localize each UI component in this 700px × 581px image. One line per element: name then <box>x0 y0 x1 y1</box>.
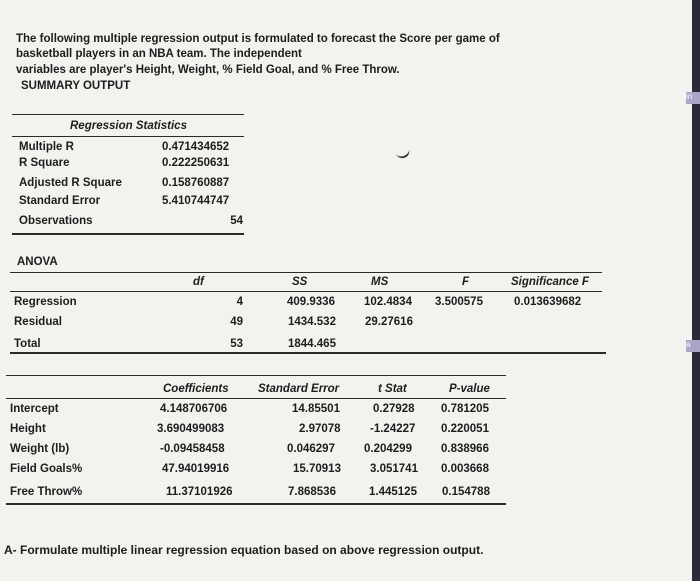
question-text: A- Formulate multiple linear regression equation based on above regression output. <box>4 543 484 557</box>
coef-row-label: Height <box>10 423 46 435</box>
anova-cell: 102.4834 <box>364 296 412 308</box>
anova-row-label: Residual <box>14 316 62 328</box>
regstats-value: 0.158760887 <box>162 177 230 189</box>
coef-bottom-rule <box>6 503 506 505</box>
anova-cell: 4 <box>236 296 243 308</box>
anova-header-f: F <box>462 276 470 288</box>
coef-cell: 0.204299 <box>364 443 412 455</box>
regstats-bottom-rule <box>12 233 244 235</box>
coef-cell: 3.051741 <box>370 463 418 475</box>
coef-header: t Stat <box>378 383 407 395</box>
coef-cell: 0.838966 <box>441 443 489 455</box>
coef-row-label: Weight (lb) <box>10 443 70 455</box>
intro-line-3: variables are player's Height, Weight, % Field Goal, and % Free Throw. <box>16 64 400 76</box>
regstats-value: 0.471434652 <box>162 141 230 153</box>
coef-cell: 0.781205 <box>441 403 489 415</box>
coef-cell: -0.09458458 <box>160 443 225 455</box>
anova-cell: 3.500575 <box>435 296 483 308</box>
intro-line-2: basketball players in an NBA team. The independent <box>16 48 302 60</box>
coef-cell: 15.70913 <box>293 463 341 475</box>
summary-output-title: SUMMARY OUTPUT <box>21 80 131 92</box>
regstats-value: 54 <box>230 215 243 227</box>
coef-row-label: Field Goals% <box>10 463 83 475</box>
coef-top-rule <box>6 375 506 376</box>
coef-cell: 4.148706706 <box>160 403 228 415</box>
regstats-label: Multiple R <box>19 141 74 153</box>
coef-cell: 0.220051 <box>441 423 489 435</box>
anova-header-rule <box>10 291 602 292</box>
anova-row-label: Total <box>14 338 41 350</box>
regstats-top-rule <box>12 114 244 115</box>
coef-cell: 7.868536 <box>288 486 336 498</box>
coef-header: Coefficients <box>163 383 229 395</box>
coef-cell: 14.85501 <box>292 403 340 415</box>
coef-cell: 47.94019916 <box>162 463 230 475</box>
coef-cell: 0.003668 <box>441 463 489 475</box>
coef-cell: 1.445125 <box>369 486 417 498</box>
anova-header-ms: MS <box>371 276 389 288</box>
intro-line-1: The following multiple regression output is formulated to forecast the Score per game of <box>16 33 500 45</box>
regstats-header-rule <box>12 136 244 137</box>
coef-cell: 11.37101926 <box>166 486 233 498</box>
coef-cell: 3.690499083 <box>157 423 225 435</box>
regstats-value: 5.410744747 <box>162 195 230 207</box>
coef-cell: 0.27928 <box>373 403 415 415</box>
anova-cell: 29.27616 <box>365 316 413 328</box>
coef-header: P-value <box>449 383 490 395</box>
coef-cell: 0.046297 <box>287 443 335 455</box>
right-edge-strip <box>692 0 700 581</box>
regstats-label: Standard Error <box>19 195 101 207</box>
coef-cell: -1.24227 <box>370 423 416 435</box>
anova-row-label: Regression <box>14 296 77 308</box>
anova-cell: 1844.465 <box>288 338 336 350</box>
anova-cell: 49 <box>230 316 243 328</box>
coef-cell: 0.154788 <box>442 486 490 498</box>
anova-cell: 0.013639682 <box>514 296 582 308</box>
coef-header: Standard Error <box>258 383 340 395</box>
coef-row-label: Intercept <box>10 403 59 415</box>
anova-header-ss: SS <box>292 276 308 288</box>
edge-mark-top: in <box>686 92 700 104</box>
anova-cell: 53 <box>230 338 243 350</box>
anova-header-significance: Significance F <box>511 276 589 288</box>
regstats-label: R Square <box>19 157 70 169</box>
coef-cell: 2.97078 <box>299 423 341 435</box>
anova-title: ANOVA <box>17 256 58 268</box>
edge-mark-bottom: a <box>686 340 700 352</box>
anova-header-df: df <box>193 276 204 288</box>
regstats-title: Regression Statistics <box>70 120 187 132</box>
regstats-label: Observations <box>19 215 93 227</box>
anova-cell: 409.9336 <box>287 296 335 308</box>
coef-row-label: Free Throw% <box>10 486 83 498</box>
anova-top-rule <box>10 272 602 273</box>
regstats-label: Adjusted R Square <box>19 177 122 189</box>
handwritten-tick-mark <box>395 146 412 160</box>
regstats-value: 0.222250631 <box>162 157 230 169</box>
coef-header-rule <box>6 398 506 399</box>
anova-bottom-rule <box>10 352 606 354</box>
anova-cell: 1434.532 <box>288 316 336 328</box>
